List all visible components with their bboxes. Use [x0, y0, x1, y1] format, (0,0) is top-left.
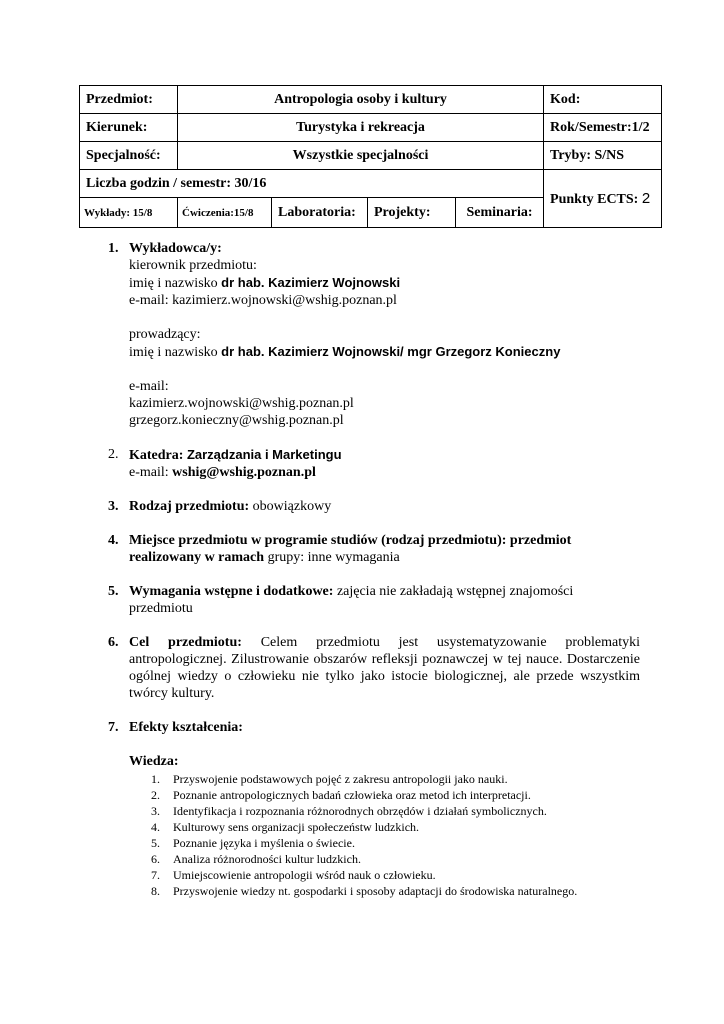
katedra-value: Zarządzania i Marketingu	[186, 447, 342, 462]
list-item: 8. Przyswojenie wiedzy nt. gospodarki i sposoby adaptacji do środowiska naturalnego.	[151, 884, 578, 898]
section-number: 2.	[108, 447, 119, 462]
katedra-line	[129, 446, 640, 464]
wiedza-label: Wiedza:	[129, 754, 179, 769]
katedra-email: wshig@wshig.poznan.pl	[172, 465, 316, 480]
section-katedra	[108, 446, 640, 481]
punkty-ects-label: Punkty ECTS:	[550, 191, 639, 207]
section-number: 7.	[108, 720, 119, 735]
section-title: Wykładowca/y:	[129, 241, 222, 256]
section-number: 3.	[108, 499, 119, 514]
rok-semestr: Rok/Semestr:1/2	[544, 114, 662, 142]
kierunek-value: Turystyka i rekreacja	[178, 114, 544, 142]
list-item: 7. Umiejscowienie antropologii wśród nauk o człowieku.	[151, 868, 436, 882]
specjalnosc-label: Specjalność:	[80, 142, 178, 170]
seminaria: Seminaria:	[456, 198, 544, 228]
syllabus-body	[108, 240, 640, 899]
wymagania-value: zajęcia nie zakładają wstępnej znajomości przedmiotu	[129, 584, 574, 616]
email-label: e-mail:	[129, 379, 169, 394]
section-miejsce	[108, 532, 640, 566]
cwiczenia: Ćwiczenia:15/8	[178, 198, 272, 228]
rodzaj-value: obowiązkowy	[252, 499, 332, 514]
punkty-ects-value: 2	[641, 189, 651, 207]
liczba-godzin: Liczba godzin / semestr: 30/16	[80, 170, 544, 198]
wyklady: Wykłady: 15/8	[80, 198, 178, 228]
kierownik-email: e-mail: kazimierz.wojnowski@wshig.poznan.pl	[129, 293, 397, 308]
section-wykladowcy	[108, 240, 640, 429]
imie-label: imię i nazwisko	[129, 345, 222, 360]
projekty: Projekty:	[368, 198, 456, 228]
kierownik-name: dr hab. Kazimierz Wojnowski	[221, 275, 401, 290]
specjalnosc-value: Wszystkie specjalności	[178, 142, 544, 170]
imie-label: imię i nazwisko	[129, 276, 222, 291]
cel-value: Celem przedmiotu jest usystematyzowanie problematyki antropologicznej. Zilustrowanie obszarów refleksji poznawczej w tej nauce. Dostarczenie ogólnej wiedzy o człowieku nie tylko jako istocie biologicznej, ale przede wszystkim twórcy kultury.	[129, 635, 640, 701]
section-wymagania	[108, 583, 640, 617]
miejsce-label: Miejsce przedmiotu w programie studiów (rodzaj przedmiotu): przedmiot realizowany w ramach	[129, 533, 572, 565]
list-item: 6. Analiza różnorodności kultur ludzkich.	[151, 852, 361, 866]
prowadzacy-names: dr hab. Kazimierz Wojnowski/ mgr Grzegorz Konieczny	[221, 344, 561, 359]
section-cel	[108, 634, 640, 702]
section-number: 4.	[108, 533, 119, 548]
course-header-table	[79, 85, 662, 228]
section-number: 5.	[108, 584, 119, 599]
przedmiot-label: Przedmiot:	[80, 86, 178, 114]
miejsce-value: grupy: inne wymagania	[264, 550, 400, 565]
katedra-label: Katedra:	[129, 448, 187, 463]
list-item: 1. Przyswojenie podstawowych pojęć z zakresu antropologii jako nauki.	[151, 772, 508, 786]
kierownik-label: kierownik przedmiotu:	[129, 258, 257, 273]
section-efekty	[108, 719, 640, 899]
punkty-ects-cell	[544, 170, 662, 228]
email-label: e-mail:	[129, 465, 173, 480]
katedra-email-line	[129, 464, 640, 481]
wiedza-list	[151, 771, 640, 899]
wymagania-label: Wymagania wstępne i dodatkowe:	[129, 584, 334, 599]
kierunek-label: Kierunek:	[80, 114, 178, 142]
tryby: Tryby: S/NS	[544, 142, 662, 170]
list-item: 2. Poznanie antropologicznych badań człowieka oraz metod ich interpretacji.	[151, 788, 531, 802]
laboratoria: Laboratoria:	[272, 198, 368, 228]
rodzaj-label: Rodzaj przedmiotu:	[129, 499, 253, 514]
section-number: 1.	[108, 241, 119, 256]
section-number: 6.	[108, 635, 119, 650]
cel-label: Cel przedmiotu:	[129, 635, 242, 650]
email-2: grzegorz.konieczny@wshig.poznan.pl	[129, 413, 344, 428]
email-1: kazimierz.wojnowski@wshig.poznan.pl	[129, 396, 354, 411]
przedmiot-value: Antropologia osoby i kultury	[178, 86, 544, 114]
prowadzacy-label: prowadzący:	[129, 327, 201, 342]
kod-label: Kod:	[544, 86, 662, 114]
efekty-label: Efekty kształcenia:	[129, 720, 243, 735]
list-item: 5. Poznanie języka i myślenia o świecie.	[151, 836, 355, 850]
kierownik-line	[129, 274, 640, 292]
list-item: 3. Identyfikacja i rozpoznania różnorodnych obrzędów i działań symbolicznych.	[151, 804, 547, 818]
section-rodzaj	[108, 498, 640, 515]
list-item: 4. Kulturowy sens organizacji społeczeństw ludzkich.	[151, 820, 420, 834]
prowadzacy-line	[129, 343, 640, 361]
